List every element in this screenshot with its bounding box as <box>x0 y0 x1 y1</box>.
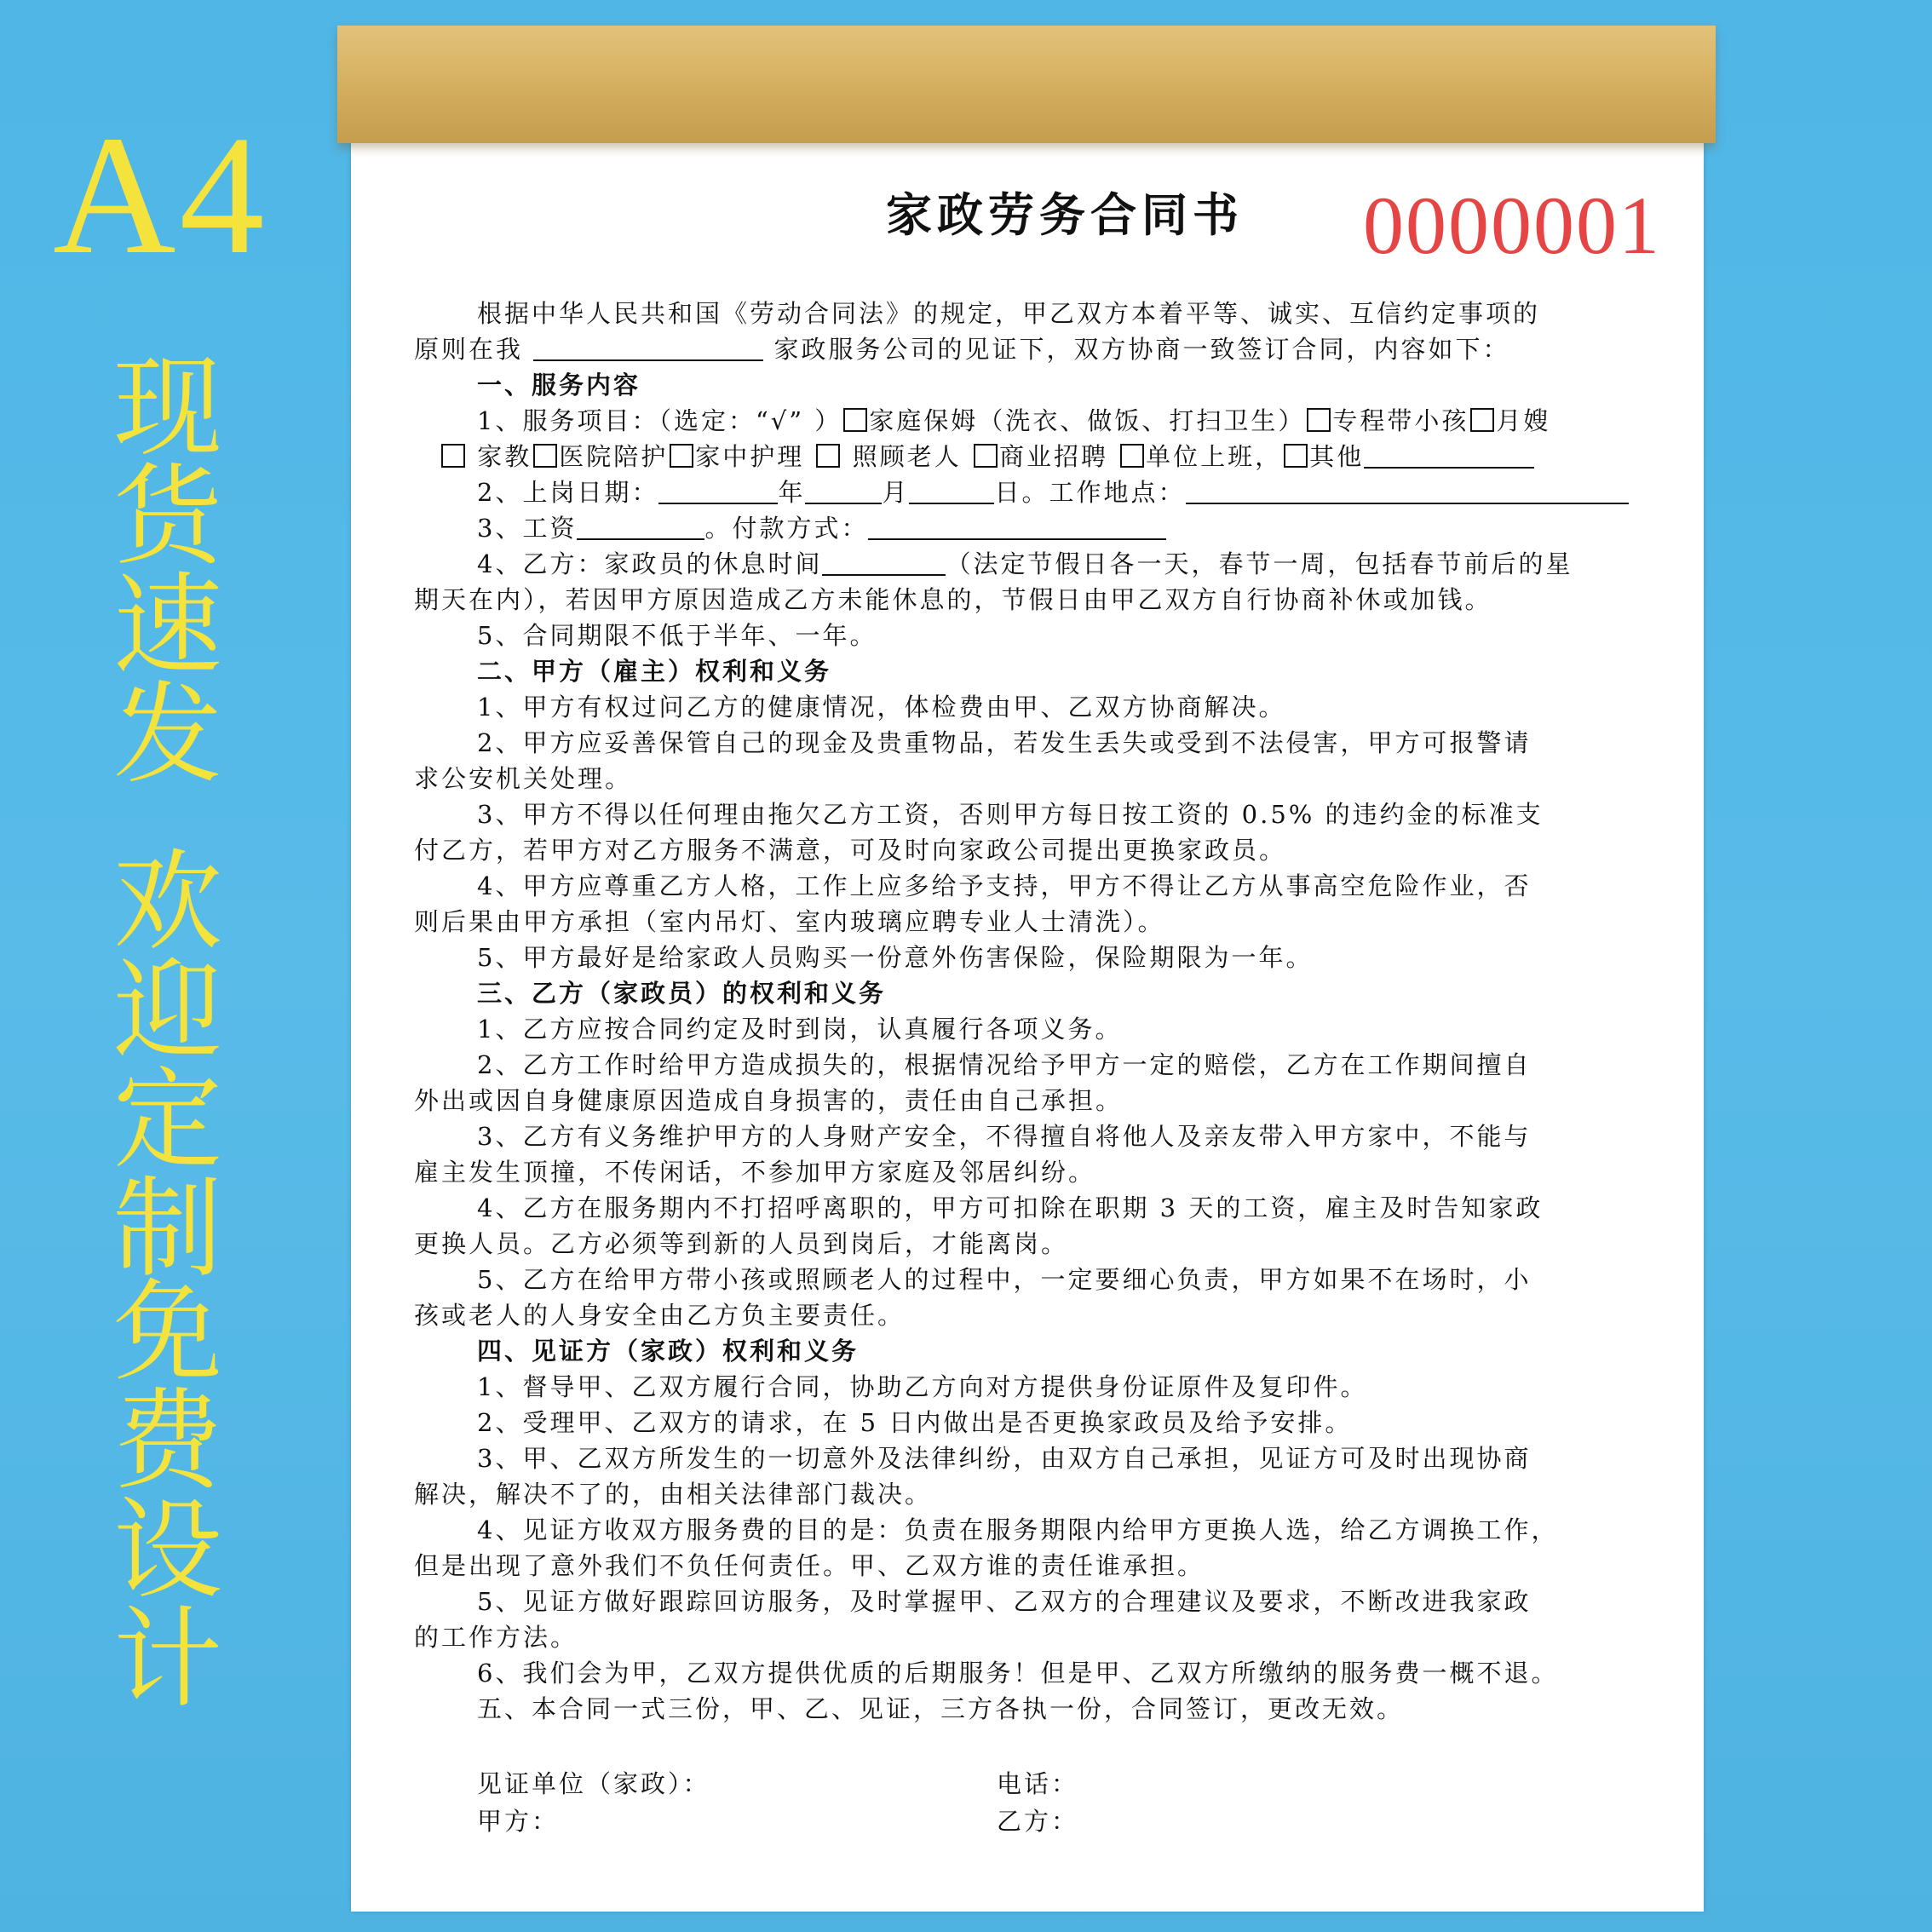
promo-text: 免费设计 <box>95 1274 221 1710</box>
day-blank[interactable] <box>909 479 994 504</box>
rest-time-label: 4、乙方：家政员的休息时间 <box>477 549 823 578</box>
clause-line: 5、甲方最好是给家政人员购买一份意外伤害保险，保险期限为一年。 <box>477 943 1314 972</box>
intro-text: 原则在我 <box>414 335 524 364</box>
option-label: 家庭保姆（洗衣、做饭、打扫卫生） <box>869 406 1306 435</box>
section-heading: 三、乙方（家政员）的权利和义务 <box>477 979 887 1008</box>
option-label: 专程带小孩 <box>1332 406 1469 435</box>
payment-label: 。付款方式： <box>704 514 869 543</box>
promo-text: 欢迎定制 <box>95 843 221 1279</box>
option-label: 单位上班， <box>1146 442 1283 471</box>
checkbox-maternity[interactable] <box>1470 408 1494 432</box>
promo-a4-label: A4 <box>53 101 268 290</box>
clause-line: 更换人员。乙方必须等到新的人员到岗后，才能离岗。 <box>414 1229 1069 1258</box>
option-label: 月嫂 <box>1496 406 1551 435</box>
other-blank[interactable] <box>1364 443 1534 469</box>
clause-line: 4、甲方应尊重乙方人格，工作上应多给予支持，甲方不得让乙方从事高空危险作业，否 <box>477 871 1532 900</box>
month-label: 月 <box>882 478 910 507</box>
clause-line: 4、见证方收双方服务费的目的是：负责在服务期限内给甲方更换人选，给乙方调换工作， <box>477 1515 1559 1544</box>
option-label: 其他 <box>1309 442 1365 471</box>
clause-line: 4、乙方在服务期内不打招呼离职的，甲方可扣除在职期 3 天的工资，雇主及时告知家政 <box>477 1193 1544 1222</box>
promo-text: 现货速发 <box>95 349 221 785</box>
clause-line: 3、乙方有义务维护甲方的人身财产安全，不得擅自将他人及亲友带入甲方家中，不能与 <box>477 1122 1532 1151</box>
clause-line: 但是出现了意外我们不负任何责任。甲、乙双方谁的责任谁承担。 <box>414 1551 1205 1580</box>
checkbox-home-nursing[interactable] <box>670 444 693 468</box>
year-label: 年 <box>778 478 806 507</box>
option-label: 家教 <box>477 442 532 471</box>
clause-line: 3、甲方不得以任何理由拖欠乙方工资，否则甲方每日按工资的 0.5% 的违约金的标准支 <box>477 800 1544 829</box>
intro-line <box>414 331 1666 367</box>
intro-text: 家政服务公司的见证下，双方协商一致签订合同，内容如下： <box>773 335 1510 364</box>
rest-time-blank[interactable] <box>822 550 946 576</box>
clause-line: 五、本合同一式三份，甲、乙、见证，三方各执一份，合同签订，更改无效。 <box>477 1694 1405 1723</box>
intro-line: 根据中华人民共和国《劳动合同法》的规定，甲乙双方本着平等、诚实、互信约定事项的 <box>477 299 1541 328</box>
clause-line: 2、受理甲、乙双方的请求，在 5 日内做出是否更换家政员及给予安排。 <box>477 1408 1353 1437</box>
clause-line: 的工作方法。 <box>414 1623 578 1652</box>
start-date-label: 2、上岗日期： <box>477 478 659 507</box>
document-title: 家政劳务合同书 <box>886 187 1244 242</box>
rest-time-line: 期天在内），若因甲方原因造成乙方未能休息的，节假日由甲乙双方自行协商补休或加钱。 <box>414 585 1492 614</box>
promo-custom-welcome <box>81 843 234 1292</box>
service-items-label: 1、服务项目：（选定：“√” ） <box>477 406 842 435</box>
service-items-line <box>414 403 1666 439</box>
serial-number: 0000001 <box>1363 180 1661 271</box>
clause-line: 2、乙方工作时给甲方造成损失的，根据情况给予甲方一定的赔偿，乙方在工作期间擅自 <box>477 1050 1532 1079</box>
section-heading: 一、服务内容 <box>477 371 641 400</box>
clause-line: 雇主发生顶撞，不传闲话，不参加甲方家庭及邻居纠纷。 <box>414 1158 1096 1187</box>
clause-line: 则后果由甲方承担（室内吊灯、室内玻璃应聘专业人士清洗）。 <box>414 907 1165 936</box>
clause-line: 解决，解决不了的，由相关法律部门裁决。 <box>414 1480 933 1509</box>
section-heading: 四、见证方（家政）权利和义务 <box>477 1337 860 1366</box>
checkbox-elderly[interactable] <box>816 444 840 468</box>
clause-line: 5、见证方做好跟踪回访服务，及时掌握甲、乙双方的合理建议及要求，不断改进我家政 <box>477 1587 1532 1616</box>
checkbox-hospital[interactable] <box>533 444 557 468</box>
wage-label: 3、工资 <box>477 514 578 543</box>
clause-line: 5、乙方在给甲方带小孩或照顾老人的过程中，一定要细心负责，甲方如果不在场时，小 <box>477 1265 1532 1294</box>
section-heading: 二、甲方（雇主）权利和义务 <box>477 657 832 686</box>
clause-line: 求公安机关处理。 <box>414 764 633 793</box>
rest-time-text: （法定节假日各一天，春节一周，包括春节前后的星 <box>946 549 1573 578</box>
paper-roll-top <box>337 26 1716 143</box>
checkbox-other[interactable] <box>1284 444 1308 468</box>
party-a-label: 甲方： <box>477 1807 560 1836</box>
phone-label: 电话： <box>997 1769 1079 1798</box>
service-items-line <box>414 439 1666 474</box>
promo-free-design <box>81 1274 234 1722</box>
clause-line: 外出或因自身健康原因造成自身损害的，责任由自己承担。 <box>414 1086 1124 1115</box>
contract-body <box>414 296 1666 1727</box>
work-location-blank[interactable] <box>1186 479 1629 504</box>
contract-term-line: 5、合同期限不低于半年、一年。 <box>477 621 877 650</box>
company-name-blank[interactable] <box>533 336 763 361</box>
checkbox-housekeeping[interactable] <box>843 408 867 432</box>
rest-time-line <box>414 546 1666 582</box>
payment-method-blank[interactable] <box>868 515 1166 540</box>
checkbox-company[interactable] <box>1120 444 1144 468</box>
clause-line: 3、甲、乙双方所发生的一切意外及法律纠纷，由双方自己承担，见证方可及时出现协商 <box>477 1444 1532 1473</box>
start-date-line <box>414 474 1666 510</box>
clause-line: 1、甲方有权过问乙方的健康情况，体检费由甲、乙双方协商解决。 <box>477 693 1286 722</box>
wage-line <box>414 510 1666 546</box>
party-b-label: 乙方： <box>997 1807 1079 1836</box>
option-label: 商业招聘 <box>998 442 1108 471</box>
option-label: 家中护理 <box>695 442 805 471</box>
promo-stock-fast-ship <box>81 349 234 798</box>
option-label: 医院陪护 <box>559 442 669 471</box>
clause-line: 1、乙方应按合同约定及时到岗，认真履行各项义务。 <box>477 1015 1123 1044</box>
clause-line: 6、我们会为甲，乙双方提供优质的后期服务！但是甲、乙双方所缴纳的服务费一概不退。 <box>477 1659 1559 1688</box>
wage-blank[interactable] <box>577 515 704 540</box>
witness-unit-label: 见证单位（家政）： <box>477 1769 710 1798</box>
clause-line: 孩或老人的人身安全由乙方负主要责任。 <box>414 1301 906 1330</box>
day-label: 日。工作地点： <box>994 478 1186 507</box>
checkbox-business[interactable] <box>974 444 998 468</box>
checkbox-childcare[interactable] <box>1307 408 1331 432</box>
clause-line: 1、督导甲、乙双方履行合同，协助乙方向对方提供身份证原件及复印件。 <box>477 1372 1368 1401</box>
clause-line: 2、甲方应妥善保管自己的现金及贵重物品，若发生丢失或受到不法侵害，甲方可报警请 <box>477 728 1532 757</box>
month-blank[interactable] <box>805 479 882 504</box>
clause-line: 付乙方，若甲方对乙方服务不满意，可及时向家政公司提出更换家政员。 <box>414 836 1287 865</box>
year-blank[interactable] <box>658 479 778 504</box>
option-label: 照顾老人 <box>852 442 962 471</box>
checkbox-tutor[interactable] <box>441 444 465 468</box>
